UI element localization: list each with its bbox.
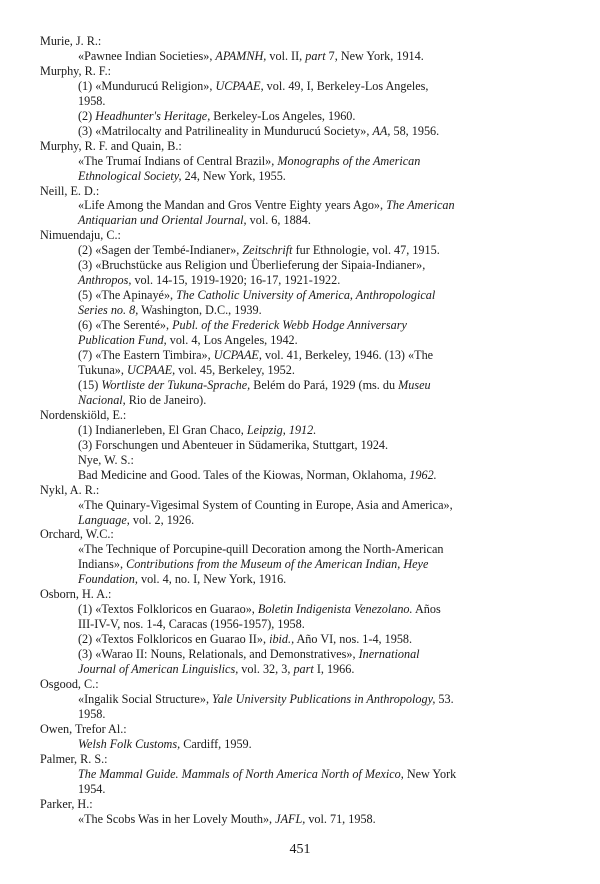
text-run: 7, New York, 1914. [325, 48, 424, 63]
entry-author: Osborn, H. A.: [40, 587, 112, 602]
italic-text: part [305, 48, 326, 63]
entry-reference [40, 198, 560, 228]
reference-line [78, 169, 560, 184]
reference-line [78, 438, 560, 453]
text-run: «Pawnee Indian Societies», [78, 48, 216, 63]
italic-text: 1962. [409, 467, 437, 482]
text-run: 1954. [78, 781, 106, 796]
entry-reference [40, 423, 560, 483]
reference-line [78, 542, 560, 557]
entry-author: Murie, J. R.: [40, 34, 102, 48]
entry-reference [40, 154, 560, 184]
italic-text: ibid., [269, 632, 295, 647]
italic-text: UCPAAE, [127, 362, 176, 377]
text-run: «The Trumaí Indians of Central Brazil», [78, 153, 278, 168]
reference-line [78, 453, 560, 468]
text-run: (15) [78, 377, 102, 392]
text-run: «The Quinary-Vigesimal System of Counting in Europe, Asia and America», [78, 497, 453, 512]
text-run: vol. 4, Los Angeles, 1942. [166, 333, 298, 348]
entry-author: Orchard, W.C.: [40, 527, 114, 542]
entry-author: Nykl, A. R.: [40, 482, 100, 497]
reference-line [78, 647, 560, 662]
italic-text: Foundation, [78, 572, 138, 587]
italic-text: The Mammal Guide. Mammals of North America North of Mexico, [78, 766, 404, 781]
bibliography-entry [40, 527, 560, 587]
italic-text: APAMNH, [215, 48, 267, 63]
italic-text: JAFL, [275, 811, 306, 826]
page-number: 451 [289, 842, 311, 857]
entry-author: Nordenskiöld, E.: [40, 407, 127, 422]
entry-author: Nimuendaju, C.: [40, 228, 121, 243]
reference-line [78, 812, 560, 827]
text-run: fur Ethnologie, vol. 47, 1915. [292, 243, 440, 258]
italic-text: Wortliste der Tukuna-Sprache, [101, 377, 251, 392]
bibliography-entry [40, 34, 560, 64]
reference-line [78, 318, 560, 333]
bibliography-entry [40, 677, 560, 722]
reference-line [78, 258, 560, 273]
reference-line [78, 49, 560, 64]
reference-line [78, 513, 560, 528]
text-run: 53. [435, 691, 454, 706]
text-run: Bad Medicine and Good. Tales of the Kiowas, Norman, Oklahoma, [78, 467, 410, 482]
text-run: vol. II, [266, 48, 306, 63]
reference-line [78, 303, 560, 318]
reference-line [78, 109, 560, 124]
italic-text: Headhunter's Heritage, [95, 108, 211, 123]
text-run: «The Technique of Porcupine-quill Decoration among the North-American [78, 542, 444, 557]
reference-line [78, 348, 560, 363]
italic-text: Zeitschrift [242, 243, 293, 258]
text-run: (6) «The Serenté», [78, 318, 173, 333]
italic-text: Museu [398, 377, 431, 392]
text-run: (1) Indianerleben, El Gran Chaco, [78, 422, 247, 437]
italic-text: Series no. 8, [78, 303, 139, 318]
italic-text: Boletin Indigenista Venezolano. [257, 602, 413, 617]
reference-line [78, 273, 560, 288]
reference-line [78, 154, 560, 169]
text-run: Nye, W. S.: [78, 452, 134, 467]
reference-line [78, 393, 560, 408]
text-run: vol. 41, Berkeley, 1946. (13) «The [261, 348, 434, 363]
bibliography-entry [40, 408, 560, 483]
entry-reference [40, 79, 560, 139]
italic-text: Inernational [358, 647, 420, 662]
italic-text: Journal of American Linguislics, [78, 662, 239, 677]
reference-line [78, 617, 560, 632]
text-run: «The Scobs Was in her Lovely Mouth», [78, 811, 276, 826]
italic-text: Contributions from the Museum of the American Indian, Heye [126, 557, 429, 572]
reference-line [78, 333, 560, 348]
entry-reference [40, 243, 560, 407]
bibliography-list [40, 34, 560, 827]
text-run: (2) «Sagen der Tembé-Indianer», [78, 243, 243, 258]
reference-line [78, 423, 560, 438]
reference-line [78, 468, 560, 483]
text-run: (2) [78, 108, 96, 123]
bibliography-entry [40, 752, 560, 797]
bibliography-entry [40, 139, 560, 184]
bibliography-entry [40, 722, 560, 752]
bibliography-entry [40, 64, 560, 139]
italic-text: Nacional, [78, 392, 126, 407]
text-run: 1958. [78, 706, 106, 721]
bibliography-entry [40, 797, 560, 827]
italic-text: Language, [78, 512, 130, 527]
entry-reference [40, 602, 560, 677]
reference-line [78, 213, 560, 228]
text-run: 1958. [78, 93, 106, 108]
reference-line [78, 572, 560, 587]
reference-line [78, 767, 560, 782]
text-run: «Life Among the Mandan and Gros Ventre Eighty years Ago», [78, 198, 387, 213]
text-run: Belém do Pará, 1929 (ms. du [250, 377, 399, 392]
text-run: vol. 71, 1958. [305, 811, 376, 826]
italic-text: The American [386, 198, 455, 213]
text-run: vol. 49, I, Berkeley-Los Angeles, [263, 78, 429, 93]
text-run: I, 1966. [313, 662, 355, 677]
reference-line [78, 124, 560, 139]
italic-text: UCPAAE, [213, 348, 262, 363]
text-run: Año VI, nos. 1-4, 1958. [294, 632, 413, 647]
reference-line [78, 94, 560, 109]
reference-line [78, 243, 560, 258]
bibliography-entry [40, 483, 560, 528]
text-run: 58, 1956. [390, 123, 440, 138]
text-run: (3) «Bruchstücke aus Religion und Überlieferung der Sipaia-Indianer», [78, 258, 426, 273]
entry-reference [40, 737, 560, 752]
italic-text: AA, [372, 123, 391, 138]
reference-line [78, 632, 560, 647]
reference-line [78, 198, 560, 213]
bibliography-entry [40, 587, 560, 677]
reference-line [78, 363, 560, 378]
italic-text: Publ. of the Frederick Webb Hodge Anniversary [172, 318, 407, 333]
reference-line [78, 79, 560, 94]
text-run: (7) «The Eastern Timbira», [78, 348, 214, 363]
reference-line [78, 378, 560, 393]
reference-line [78, 707, 560, 722]
entry-reference [40, 767, 560, 797]
text-run: (5) «The Apinayé», [78, 288, 177, 303]
text-run: Años [412, 602, 441, 617]
bibliography-entry [40, 184, 560, 229]
text-run: vol. 2, 1926. [129, 512, 195, 527]
reference-line [78, 602, 560, 617]
reference-line [78, 662, 560, 677]
reference-line [78, 782, 560, 797]
entry-reference [40, 49, 560, 64]
entry-author: Osgood, C.: [40, 676, 99, 691]
text-run: (3) «Warao II: Nouns, Relationals, and Demonstratives», [78, 647, 359, 662]
italic-text: Antiquarian und Oriental Journal, [78, 213, 247, 228]
reference-line [78, 498, 560, 513]
italic-text: part [293, 662, 314, 677]
text-run: Tukuna», [78, 362, 127, 377]
text-run: III-IV-V, nos. 1-4, Caracas (1956-1957), 1958. [78, 617, 305, 632]
text-run: (3) «Matrilocalty and Patrilineality in Mundurucú Society», [78, 123, 373, 138]
italic-text: Leipzig, 1912. [246, 422, 317, 437]
entry-author: Palmer, R. S.: [40, 751, 108, 766]
italic-text: UCPAAE, [215, 78, 264, 93]
reference-line [78, 288, 560, 303]
entry-reference [40, 498, 560, 528]
text-run: Rio de Janeiro). [125, 392, 207, 407]
text-run: vol. 45, Berkeley, 1952. [175, 362, 295, 377]
reference-line [78, 692, 560, 707]
text-run: Berkeley-Los Angeles, 1960. [210, 108, 356, 123]
italic-text: Monographs of the American [277, 153, 421, 168]
text-run: Indians», [78, 557, 127, 572]
entry-reference [40, 692, 560, 722]
italic-text: Yale University Publications in Anthropology, [212, 691, 436, 706]
reference-line [78, 557, 560, 572]
entry-author: Neill, E. D.: [40, 183, 100, 198]
italic-text: Anthropos, [78, 273, 132, 288]
bibliography-entry [40, 228, 560, 407]
text-run: «Ingalik Social Structure», [78, 691, 213, 706]
italic-text: Welsh Folk Customs, [78, 736, 181, 751]
italic-text: The Catholic University of America, Anthropological [176, 288, 436, 303]
text-run: (1) «Mundurucú Religion», [78, 78, 216, 93]
text-run: Cardiff, 1959. [180, 736, 252, 751]
text-run: vol. 6, 1884. [246, 213, 311, 228]
text-run: New York [403, 766, 457, 781]
italic-text: Publication Fund, [78, 333, 167, 348]
reference-line [78, 737, 560, 752]
text-run: Washington, D.C., 1939. [138, 303, 262, 318]
text-run: (3) Forschungen und Abenteuer in Südamerika, Stuttgart, 1924. [78, 437, 389, 452]
text-run: (1) «Textos Folkloricos en Guarao», [78, 602, 258, 617]
italic-text: Ethnological Society, [78, 168, 182, 183]
text-run: vol. 4, no. I, New York, 1916. [137, 572, 287, 587]
text-run: 24, New York, 1955. [181, 168, 286, 183]
entry-author: Owen, Trefor Al.: [40, 721, 127, 736]
entry-author: Parker, H.: [40, 796, 93, 811]
text-run: vol. 32, 3, [238, 662, 294, 677]
entry-author: Murphy, R. F. and Quain, B.: [40, 138, 182, 153]
text-run: (2) «Textos Folkloricos en Guarao II», [78, 632, 270, 647]
entry-reference [40, 542, 560, 587]
entry-author: Murphy, R. F.: [40, 63, 112, 78]
text-run: vol. 14-15, 1919-1920; 16-17, 1921-1922. [131, 273, 341, 288]
entry-reference [40, 812, 560, 827]
